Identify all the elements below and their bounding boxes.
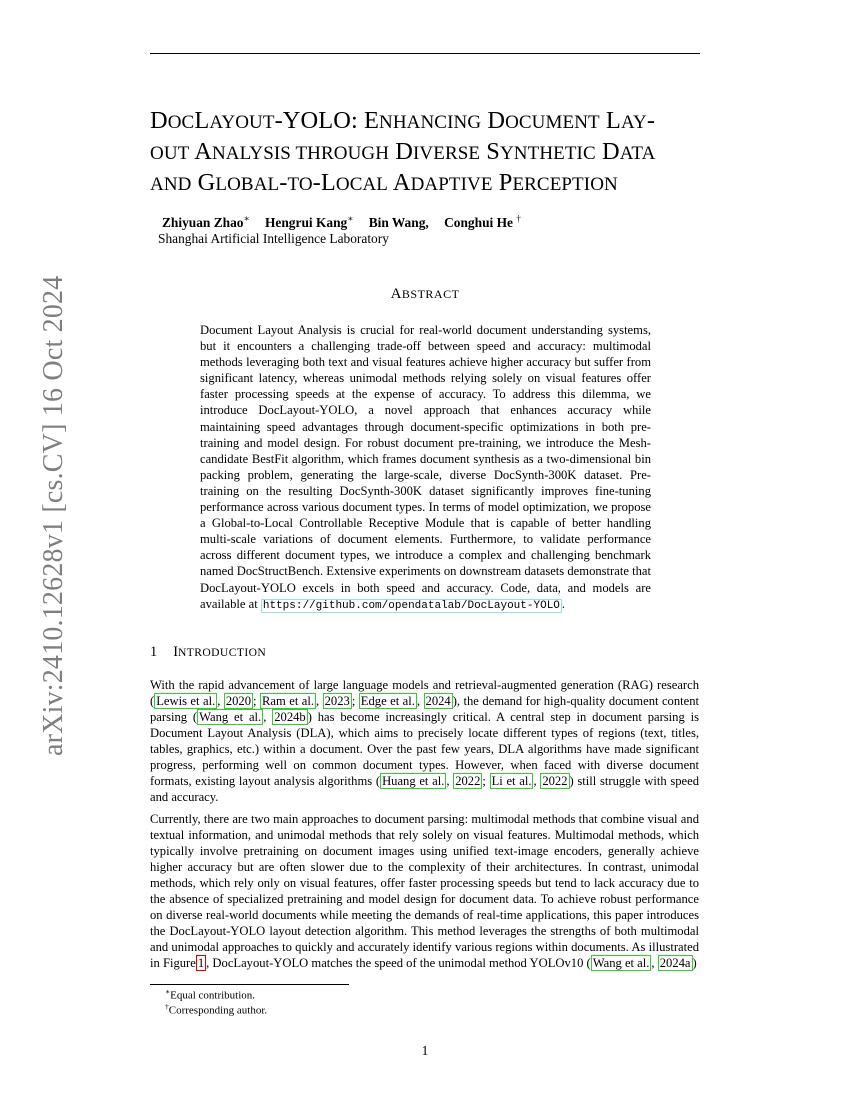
citation-link[interactable]: 2022 — [542, 774, 568, 789]
title-line-1: DOCLAYOUT-YOLO: ENHANCING DOCUMENT LAY- — [150, 107, 656, 134]
citation-link[interactable]: Ram et al. — [261, 694, 315, 709]
figure-ref-link[interactable]: 1 — [197, 956, 205, 971]
intro-paragraph-2: Currently, there are two main approaches to document parsing: multimodal methods that combine visual and textual information, and unimodal methods that rely solely on visual features. Multimodal methods, which typically involve pretraining on document images using unified text-image encoders, generally achieve higher accuracy but are often slower due to the complexity of their architectures. In contrast, unimodal methods, which rely only on visual features, offer faster processing speeds but tend to lack accuracy due to the absence of specialized pretraining and model design for document data. To achieve robust performance on diverse real-world documents while meeting the demands of real-time applications, this paper introduces the DocLayout-YOLO layout detection algorithm. This method leverages the strengths of both multimodal and unimodal approaches to quickly and accurately identify various regions within documents. As illustrated in Figure 1 , DocLayout-YOLO matches the speed of the unimodal method YOLOv10 ( Wang et al. , 2024a ) — [150, 812, 699, 971]
citation-link[interactable]: Edge et al. — [360, 694, 415, 709]
code-url-link[interactable]: https://github.com/opendatalab/DocLayout-YOLO — [262, 599, 560, 612]
page-number: 1 — [421, 1043, 429, 1058]
arxiv-side-banner: arXiv:2410.12628v1 [cs.CV] 16 Oct 2024 — [38, 275, 69, 756]
intro-paragraph-1: With the rapid advancement of large language models and retrieval-augmented generation (RAG) research ( Lewis et al. , 2020 ; Ram et al. , 2023 ; Edge et al. , 2024 ), the demand for high-quality document content parsing ( Wang et al. , 2024b ) has become increasingly critical. A central step in document parsing is Document Layout Analysis (DLA), which aims to precisely locate different types of regions (text, titles, tables, graphics, etc.) within a document. Over the past few years, DLA algorithms have made significant progress, performing well on common document types. However, when faced with diverse document formats, existing layout analysis algorithms ( Huang et al. , 2022 ; Li et al. , 2022 ) still struggle with speed and accuracy. — [150, 678, 700, 805]
footnote-rule — [150, 984, 349, 985]
author: Zhiyuan Zhao∗ — [162, 214, 250, 231]
section-heading-introduction: 1 INTRODUCTION — [150, 644, 267, 660]
author: Bin Wang, — [368, 215, 429, 231]
citation-link[interactable]: Li et al. — [491, 774, 532, 789]
citation-link[interactable]: 2024b — [274, 710, 306, 725]
citation-link[interactable]: Lewis et al. — [156, 694, 216, 709]
citation-link[interactable]: 2024a — [659, 956, 691, 971]
citation-link[interactable]: Wang et al. — [199, 710, 262, 725]
author: Conghui He † — [444, 214, 521, 231]
citation-link[interactable]: 2020 — [225, 694, 252, 709]
footnote-equal-contribution: ∗Equal contribution. — [165, 987, 256, 1002]
abstract-heading: ABSTRACT — [390, 286, 460, 302]
title-line-3: AND GLOBAL-TO-LOCAL ADAPTIVE PERCEPTION — [150, 169, 618, 196]
footnote-corresponding-author: †Corresponding author. — [165, 1002, 268, 1017]
citation-link[interactable]: Huang et al. — [382, 774, 445, 789]
abstract-body: Document Layout Analysis is crucial for real-world document understanding systems, but it encounters a challenging trade-off between speed and accuracy: multimodal methods leveraging both text and visual features achieve higher accuracy but suffer from significant latency, whereas unimodal methods relying solely on visual features offer faster processing speeds at the expense of accuracy. To address this dilemma, we introduce DocLayout-YOLO, a novel approach that enhances accuracy while maintaining speed advantages through document-specific optimizations in both pre-training and model design. For robust document pre-training, we introduce the Mesh-candidate BestFit algorithm, which frames document synthesis as a two-dimensional bin packing problem, generating the large-scale, diverse DocSynth-300K dataset. Pre-training on the resulting DocSynth-300K dataset significantly improves fine-tuning performance across various document types. In terms of model optimization, we propose a Global-to-Local Controllable Receptive Module that is capable of better handling multi-scale variations of document elements. Furthermore, to validate performance across different document types, we introduce a complex and challenging benchmark named DocStructBench. Extensive experiments on downstream datasets demonstrate that DocLayout-YOLO excels in both speed and accuracy. Code, data, and models are available at https://github.com/opendatalab/DocLayout-YOLO . — [200, 323, 651, 612]
author-list — [162, 214, 533, 231]
title-line-2: OUT ANALYSIS THROUGH DIVERSE SYNTHETIC DATA — [150, 138, 656, 165]
citation-link[interactable]: 2023 — [324, 694, 350, 709]
affiliation: Shanghai Artificial Intelligence Laboratory — [158, 231, 389, 246]
paper-title — [150, 106, 710, 199]
header-rule — [150, 53, 700, 54]
citation-link[interactable]: Wang et al. — [592, 956, 650, 971]
author: Hengrui Kang∗ — [265, 214, 354, 231]
citation-link[interactable]: 2024 — [425, 694, 451, 709]
citation-link[interactable]: 2022 — [455, 774, 481, 789]
